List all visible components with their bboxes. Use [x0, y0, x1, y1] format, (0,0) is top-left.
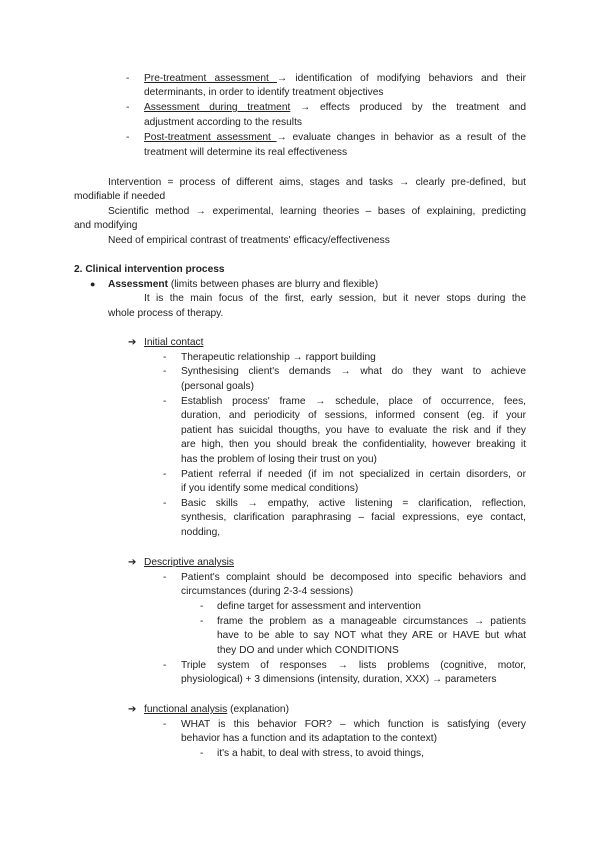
list-item-pretreatment: Pre-treatment assessment → identification of modifying behaviors and their	[144, 73, 526, 84]
subheading-initial-contact: Initial contact	[144, 337, 204, 348]
list-item-text: duration, and periodicity of sessions, informed consent (eg. if your	[181, 410, 526, 421]
subheading-descriptive-analysis: Descriptive analysis	[144, 557, 235, 568]
list-dash: -	[126, 73, 130, 84]
subheading-functional-analysis: functional analysis (explanation)	[144, 704, 289, 715]
sublist-item-text: it's a habit, to deal with stress, to avoid things,	[217, 748, 424, 759]
term-pretreatment: Pre-treatment assessment	[144, 73, 277, 84]
list-item-text: Basic skills → empathy, active listening = clarification, reflection,	[181, 498, 526, 509]
arrow-icon: ➔	[128, 337, 137, 348]
list-dash: -	[200, 601, 204, 612]
term-during: Assessment during treatment	[144, 102, 291, 113]
list-item-post: Post-treatment assessment → evaluate changes in behavior as a result of the	[144, 132, 527, 143]
assessment-text: It is the main focus of the first, early session, but it never stops during the	[144, 293, 526, 304]
list-item-text: adjustment according to the results	[144, 117, 302, 128]
paragraph-empirical: Need of empirical contrast of treatments' efficacy/effectiveness	[108, 235, 390, 246]
list-dash: -	[163, 719, 167, 730]
list-item-during: Assessment during treatment → effects produced by the treatment and	[144, 102, 526, 113]
list-item-text: treatment will determine its real effectiveness	[144, 147, 348, 158]
list-dash: -	[126, 132, 130, 143]
list-item-text: nodding,	[181, 527, 221, 538]
section-heading: 2. Clinical intervention process	[74, 264, 225, 275]
sublist-item-text: have to be able to say NOT what they ARE or HAVE but what	[217, 630, 526, 641]
list-dash: -	[126, 102, 130, 113]
assessment-text: whole process of therapy.	[108, 308, 224, 319]
list-dash: -	[163, 352, 167, 363]
arrow-icon: ➔	[128, 557, 137, 568]
list-item-text: behavior has a function and its adaptation to the context)	[181, 733, 437, 744]
list-item-text: has the problem of losing their trust on you)	[181, 454, 377, 465]
arrow-icon: ➔	[128, 704, 137, 715]
list-item-text: are high, then you should break the confidentiality, however breaking it	[181, 439, 526, 450]
list-item-text: Patient's complaint should be decomposed into specific behaviors and	[181, 572, 526, 583]
list-item-text: (personal goals)	[181, 381, 255, 392]
list-dash: -	[163, 572, 167, 583]
list-item-text: synthesis, clarification paraphrasing – facial expressions, eye contact,	[181, 512, 526, 523]
list-item-text: circumstances (during 2-3-4 sessions)	[181, 586, 354, 597]
list-item-text: Therapeutic relationship → rapport building	[181, 352, 376, 363]
list-item-text: Triple system of responses → lists problems (cognitive, motor,	[181, 660, 526, 671]
list-item-text: WHAT is this behavior FOR? – which function is satisfying (every	[181, 719, 526, 730]
list-item-text: Synthesising client's demands → what do they want to achieve	[181, 366, 526, 377]
term-assessment: Assessment	[108, 279, 169, 290]
sublist-item-text: define target for assessment and intervention	[217, 601, 421, 612]
list-item-text: physiological) + 3 dimensions (intensity, duration, XXX) → parameters	[181, 674, 497, 685]
sublist-item-text: frame the problem as a manageable circumstances → patients	[217, 616, 526, 627]
list-item-text: Patient referral if needed (if im not specialized in certain disorders, or	[181, 469, 526, 480]
list-dash: -	[163, 498, 167, 509]
list-dash: -	[163, 660, 167, 671]
list-dash: -	[200, 616, 204, 627]
bullet-icon: ●	[90, 279, 96, 289]
term-post: Post-treatment assessment	[144, 132, 277, 143]
paragraph-scientific-method: Scientific method → experimental, learning theories – bases of explaining, predicting	[108, 206, 526, 217]
list-dash: -	[163, 469, 167, 480]
list-item-text: if you identify some medical conditions)	[181, 483, 359, 494]
list-item-text: determinants, in order to identify treatment objectives	[144, 87, 384, 98]
paragraph-text: and modifying	[74, 220, 138, 231]
assessment-item: Assessment (limits between phases are blurry and flexible)	[108, 279, 379, 290]
list-item-text: Establish process' frame → schedule, place of occurrence, fees,	[181, 396, 526, 407]
sublist-item-text: they DO and under which CONDITIONS	[217, 645, 399, 656]
list-item-text: patient has suicidal thougths, you have to evaluate the risk and if they	[181, 425, 526, 436]
list-dash: -	[163, 396, 167, 407]
paragraph-intervention: Intervention = process of different aims, stages and tasks → clearly pre-defined, but	[108, 177, 526, 188]
list-dash: -	[163, 366, 167, 377]
paragraph-text: modifiable if needed	[74, 191, 166, 202]
list-dash: -	[200, 748, 204, 759]
